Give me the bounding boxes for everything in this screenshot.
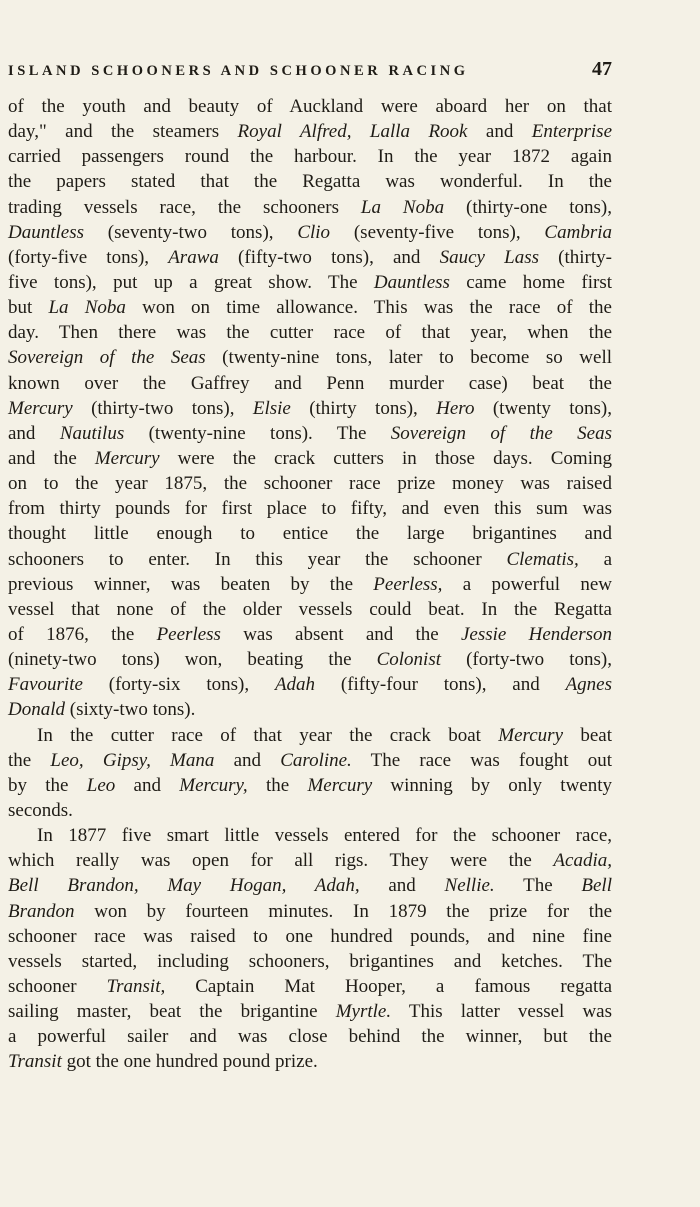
- ship-name: Mercury: [498, 724, 564, 746]
- ship-name: Elsie: [252, 397, 291, 419]
- text-line: known over the Gaffrey and Penn murder case) beat the: [8, 372, 612, 394]
- ship-name: Saucy Lass: [439, 246, 539, 268]
- ship-name: Peerless: [156, 623, 221, 645]
- text-line: the papers stated that the Regatta was wonderful. In the: [8, 171, 612, 193]
- ship-name: Mercury: [307, 774, 373, 796]
- text-line: day. Then there was the cutter race of that year, when the: [8, 322, 612, 344]
- ship-name: Enterprise: [531, 121, 613, 143]
- text-line: a powerful sailer and was close behind the winner, but the: [8, 1026, 612, 1048]
- text-line: of the youth and beauty of Auckland were aboard her on that: [8, 96, 612, 117]
- text-line: Bell Brandon, May Hogan, Adah, and Nellie. The Bell: [8, 875, 612, 897]
- text-line: day," and the steamers Royal Alfred, Lalla Rook and Enterprise: [8, 121, 613, 143]
- ship-name: Adah: [274, 674, 316, 696]
- text-line: seconds.: [8, 799, 73, 821]
- text-line: five tons), put up a great show. The Dauntless came home first: [8, 271, 612, 293]
- text-line: and the Mercury were the crack cutters in those days. Coming: [8, 447, 612, 469]
- ship-name: Hero: [436, 397, 475, 419]
- text-line: schooner Transit, Captain Mat Hooper, a famous regatta: [8, 975, 612, 997]
- text-line: which really was open for all rigs. They were the Acadia,: [8, 850, 612, 872]
- text-line: but La Noba won on time allowance. This was the race of the: [8, 297, 612, 319]
- ship-name: Nellie.: [444, 875, 495, 897]
- running-head: [8, 58, 612, 81]
- ship-name: Caroline.: [280, 749, 352, 771]
- ship-name: Leo, Gipsy, Mana: [50, 749, 215, 771]
- text-line: Sovereign of the Seas (twenty-nine tons, later to become so well: [8, 347, 613, 369]
- ship-name: Myrtle.: [335, 1001, 392, 1023]
- ship-name: Cambria: [544, 221, 612, 243]
- text-line: carried passengers round the harbour. In the year 1872 again: [8, 146, 612, 168]
- body-text: [8, 94, 612, 1074]
- text-line: Donald (sixty-two tons).: [8, 699, 196, 721]
- running-title: ISLAND SCHOONERS AND SCHOONER RACING: [8, 63, 469, 79]
- text-line: Favourite (forty-six tons), Adah (fifty-four tons), and Agnes: [8, 674, 612, 696]
- text-line: vessels started, including schooners, brigantines and ketches. The: [8, 950, 612, 972]
- ship-name: Dauntless: [373, 271, 450, 293]
- ship-name: Royal Alfred,: [237, 121, 352, 143]
- page-number: 47: [592, 58, 612, 80]
- text-line: the Leo, Gipsy, Mana and Caroline. The race was fought out: [8, 749, 612, 771]
- text-line: schooner race was raised to one hundred pounds, and nine fine: [8, 925, 612, 947]
- ship-name: Mercury,: [179, 774, 248, 796]
- text-line: of 1876, the Peerless was absent and the Jessie Henderson: [8, 623, 613, 645]
- ship-name: Mercury: [94, 447, 160, 469]
- text-line: from thirty pounds for first place to fifty, and even this sum was: [8, 498, 612, 520]
- text-line: and Nautilus (twenty-nine tons). The Sovereign of the Seas: [8, 422, 612, 444]
- ship-name: Brandon: [8, 900, 75, 922]
- ship-name: Leo: [86, 774, 116, 796]
- ship-name: Jessie Henderson: [461, 623, 613, 645]
- ship-name: Donald: [8, 699, 65, 721]
- ship-name: Transit: [8, 1051, 62, 1073]
- text-line: by the Leo and Mercury, the Mercury winning by only twenty: [8, 774, 613, 796]
- text-line: previous winner, was beaten by the Peerless, a powerful new: [8, 573, 612, 595]
- ship-name: La Noba: [48, 297, 126, 319]
- text-line: sailing master, beat the brigantine Myrtle. This latter vessel was: [8, 1001, 612, 1023]
- text-line: vessel that none of the older vessels could beat. In the Regatta: [8, 598, 612, 620]
- text-line: Brandon won by fourteen minutes. In 1879 the prize for the: [8, 900, 612, 922]
- text-line: In 1877 five smart little vessels entered for the schooner race,: [37, 825, 612, 847]
- ship-name: Transit,: [106, 975, 166, 997]
- text-line: (ninety-two tons) won, beating the Colonist (forty-two tons),: [8, 649, 612, 671]
- ship-name: Peerless,: [373, 573, 443, 595]
- text-line: Dauntless (seventy-two tons), Clio (seventy-five tons), Cambria: [8, 221, 612, 243]
- ship-name: Dauntless: [8, 221, 84, 243]
- text-line: on to the year 1875, the schooner race prize money was raised: [8, 473, 612, 495]
- ship-name: Clematis,: [506, 548, 579, 570]
- text-line: (forty-five tons), Arawa (fifty-two tons), and Saucy Lass (thirty-: [8, 246, 612, 268]
- ship-name: Nautilus: [59, 422, 125, 444]
- ship-name: Bell: [581, 875, 612, 897]
- text-line: schooners to enter. In this year the schooner Clematis, a: [8, 548, 612, 570]
- ship-name: Agnes: [565, 674, 612, 696]
- text-line: trading vessels race, the schooners La Noba (thirty-one tons),: [8, 196, 612, 218]
- ship-name: Mercury: [8, 397, 73, 419]
- text-line: thought little enough to entice the large brigantines and: [8, 523, 612, 545]
- text-line: In the cutter race of that year the crack boat Mercury beat: [37, 724, 612, 746]
- ship-name: La Noba: [360, 196, 445, 218]
- ship-name: Sovereign of the Seas: [8, 347, 206, 369]
- text-line: Mercury (thirty-two tons), Elsie (thirty tons), Hero (twenty tons),: [8, 397, 612, 419]
- ship-name: Clio: [297, 221, 331, 243]
- ship-name: Acadia,: [553, 850, 612, 872]
- ship-name: Bell Brandon, May Hogan, Adah,: [8, 875, 360, 897]
- ship-name: Favourite: [8, 674, 83, 696]
- ship-name: Arawa: [168, 246, 219, 268]
- ship-name: Colonist: [376, 649, 442, 671]
- ship-name: Lalla Rook: [369, 121, 468, 143]
- text-line: Transit got the one hundred pound prize.: [8, 1051, 318, 1073]
- ship-name: Sovereign of the Seas: [390, 422, 612, 444]
